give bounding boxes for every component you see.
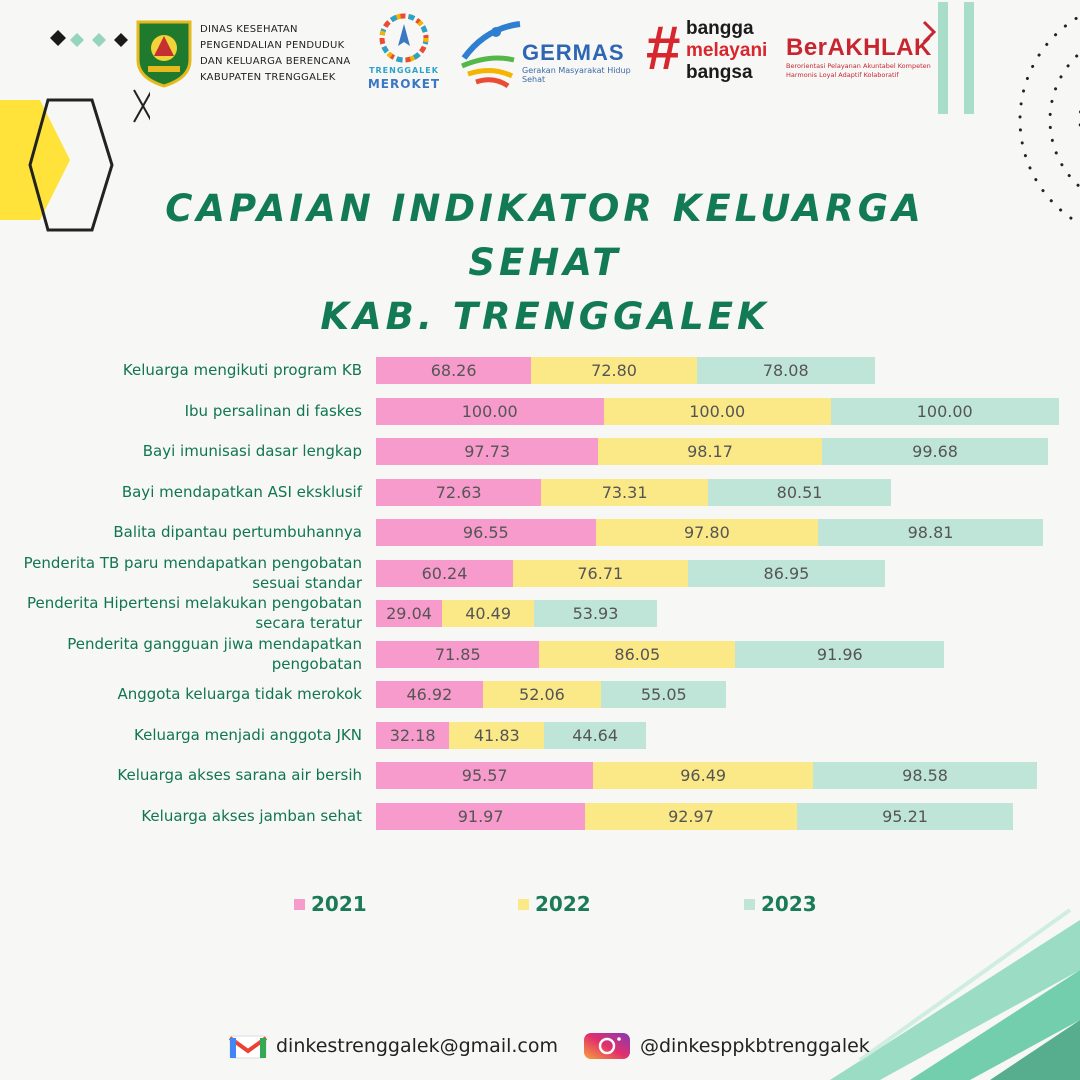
bar-segment-2021: 91.97 xyxy=(376,803,585,830)
bar-segment-2022: 52.06 xyxy=(483,681,601,708)
bar-segment-2021: 100.00 xyxy=(376,398,604,425)
meroket-text: MEROKET xyxy=(367,77,441,91)
legend-label-2021: 2021 xyxy=(311,892,367,916)
left-decoration xyxy=(0,0,150,240)
bar-segment-2023: 95.21 xyxy=(797,803,1014,830)
email-address[interactable]: dinkestrenggalek@gmail.com xyxy=(276,1035,558,1057)
trenggalek-text: TRENGGALEK xyxy=(369,66,439,75)
bar-segment-2022: 98.17 xyxy=(598,438,821,465)
category-label: Keluarga menjadi anggota JKN xyxy=(134,725,362,744)
bar-segment-2021: 68.26 xyxy=(376,357,531,384)
vertical-bar-decoration-1 xyxy=(938,2,948,114)
bar-segment-2022: 97.80 xyxy=(596,519,818,546)
legend-swatch-2021 xyxy=(294,899,305,910)
chevron-right-icon xyxy=(918,20,940,44)
germas-tagline: Gerakan Masyarakat Hidup Sehat xyxy=(522,66,631,84)
trenggalek-meroket-logo xyxy=(362,12,446,90)
bar-segment-2023: 99.68 xyxy=(822,438,1049,465)
hashtag-icon: # xyxy=(646,14,681,83)
gmail-icon xyxy=(228,1032,268,1060)
legend-label-2023: 2023 xyxy=(761,892,817,916)
bar-segment-2022: 40.49 xyxy=(442,600,534,627)
title-line-2: KAB. TRENGGALEK xyxy=(320,295,770,338)
bar-segment-2023: 78.08 xyxy=(697,357,875,384)
legend-swatch-2022 xyxy=(518,899,529,910)
category-label: Ibu persalinan di faskes xyxy=(184,401,362,420)
bar-segment-2022: 92.97 xyxy=(585,803,797,830)
bar-segment-2022: 76.71 xyxy=(513,560,688,587)
diamond-mint-2 xyxy=(92,33,106,47)
instagram-handle[interactable]: @dinkesppkbtrenggalek xyxy=(640,1035,870,1057)
title-line-1: CAPAIAN INDIKATOR KELUARGA SEHAT xyxy=(165,187,925,284)
bar-segment-2023: 86.95 xyxy=(688,560,886,587)
bangga-text: bangga xyxy=(686,18,754,39)
agency-line-2: PENGENDALIAN PENDUDUK xyxy=(200,40,345,51)
category-label: Balita dipantau pertumbuhannya xyxy=(113,523,362,541)
legend-item-2021 xyxy=(294,892,367,916)
berakhlak-tagline-2: Harmonis Loyal Adaptif Kolaboratif xyxy=(786,71,899,79)
dotted-arc-decoration xyxy=(990,0,1080,260)
instagram-icon xyxy=(582,1032,632,1060)
category-label: Keluarga mengikuti program KB xyxy=(122,361,362,379)
bar-segment-2022: 73.31 xyxy=(541,479,708,506)
berakhlak-tagline-1: Berorientasi Pelayanan Akuntabel Kompeten xyxy=(786,62,931,70)
category-label: Anggota keluarga tidak merokok xyxy=(117,685,362,703)
bar-segment-2021: 60.24 xyxy=(376,560,513,587)
bar-segment-2023: 98.81 xyxy=(818,519,1043,546)
bar-segment-2021: 29.04 xyxy=(376,600,442,627)
category-label: Keluarga akses jamban sehat xyxy=(141,806,362,825)
agency-name xyxy=(200,22,351,86)
bar-segment-2023: 100.00 xyxy=(831,398,1059,425)
bar-segment-2023: 44.64 xyxy=(544,722,646,749)
category-label: Penderita gangguan jiwa mendapatkan pengobatan xyxy=(67,634,362,673)
category-label: Keluarga akses sarana air bersih xyxy=(117,766,362,784)
bar-segment-2021: 46.92 xyxy=(376,681,483,708)
bar-segment-2023: 98.58 xyxy=(813,762,1037,789)
bar-segment-2021: 97.73 xyxy=(376,438,598,465)
bar-segment-2022: 72.80 xyxy=(531,357,697,384)
legend-item-2022 xyxy=(518,892,591,916)
bar-segment-2023: 91.96 xyxy=(735,641,944,668)
category-label: Bayi mendapatkan ASI eksklusif xyxy=(121,482,362,501)
bar-segment-2022: 96.49 xyxy=(593,762,813,789)
bangsa-text: bangsa xyxy=(686,62,753,83)
agency-line-1: DINAS KESEHATAN xyxy=(200,24,298,35)
diamond-dark-1 xyxy=(50,30,66,46)
legend-label-2022: 2022 xyxy=(535,892,591,916)
agency-line-3: DAN KELUARGA BERENCANA xyxy=(200,56,351,67)
bar-segment-2021: 72.63 xyxy=(376,479,541,506)
berakhlak-logo xyxy=(786,34,934,80)
bar-segment-2021: 32.18 xyxy=(376,722,449,749)
bar-segment-2023: 55.05 xyxy=(601,681,726,708)
bar-segment-2023: 80.51 xyxy=(708,479,891,506)
yellow-hexagon-shape xyxy=(0,100,70,220)
diamond-mint-1 xyxy=(70,33,84,47)
bar-segment-2022: 41.83 xyxy=(449,722,544,749)
berakhlak-text: BerAKHLAK xyxy=(786,34,932,61)
bar-segment-2021: 95.57 xyxy=(376,762,593,789)
legend-item-2023 xyxy=(744,892,817,916)
germas-logo xyxy=(456,18,636,98)
agency-line-4: KABUPATEN TRENGGALEK xyxy=(200,72,336,83)
vertical-bar-decoration-2 xyxy=(964,2,974,114)
bar-segment-2022: 100.00 xyxy=(604,398,832,425)
email-contact[interactable] xyxy=(228,1032,558,1060)
legend-swatch-2023 xyxy=(744,899,755,910)
instagram-contact[interactable] xyxy=(582,1032,870,1060)
diamond-dark-2 xyxy=(114,33,128,47)
category-label: Penderita TB paru mendapatkan pengobatan sesuai standar xyxy=(23,553,362,592)
bar-segment-2021: 71.85 xyxy=(376,641,539,668)
bar-segment-2021: 96.55 xyxy=(376,519,596,546)
page-title xyxy=(150,182,940,344)
trenggalek-regency-logo xyxy=(134,18,194,88)
category-label: Bayi imunisasi dasar lengkap xyxy=(142,442,362,460)
category-label: Penderita Hipertensi melakukan pengobatan secara teratur xyxy=(27,594,362,632)
germas-text: GERMAS xyxy=(522,40,625,65)
bangga-melayani-bangsa-logo xyxy=(646,14,776,94)
melayani-text: melayani xyxy=(686,40,768,61)
bar-segment-2022: 86.05 xyxy=(539,641,735,668)
bar-segment-2023: 53.93 xyxy=(534,600,657,627)
